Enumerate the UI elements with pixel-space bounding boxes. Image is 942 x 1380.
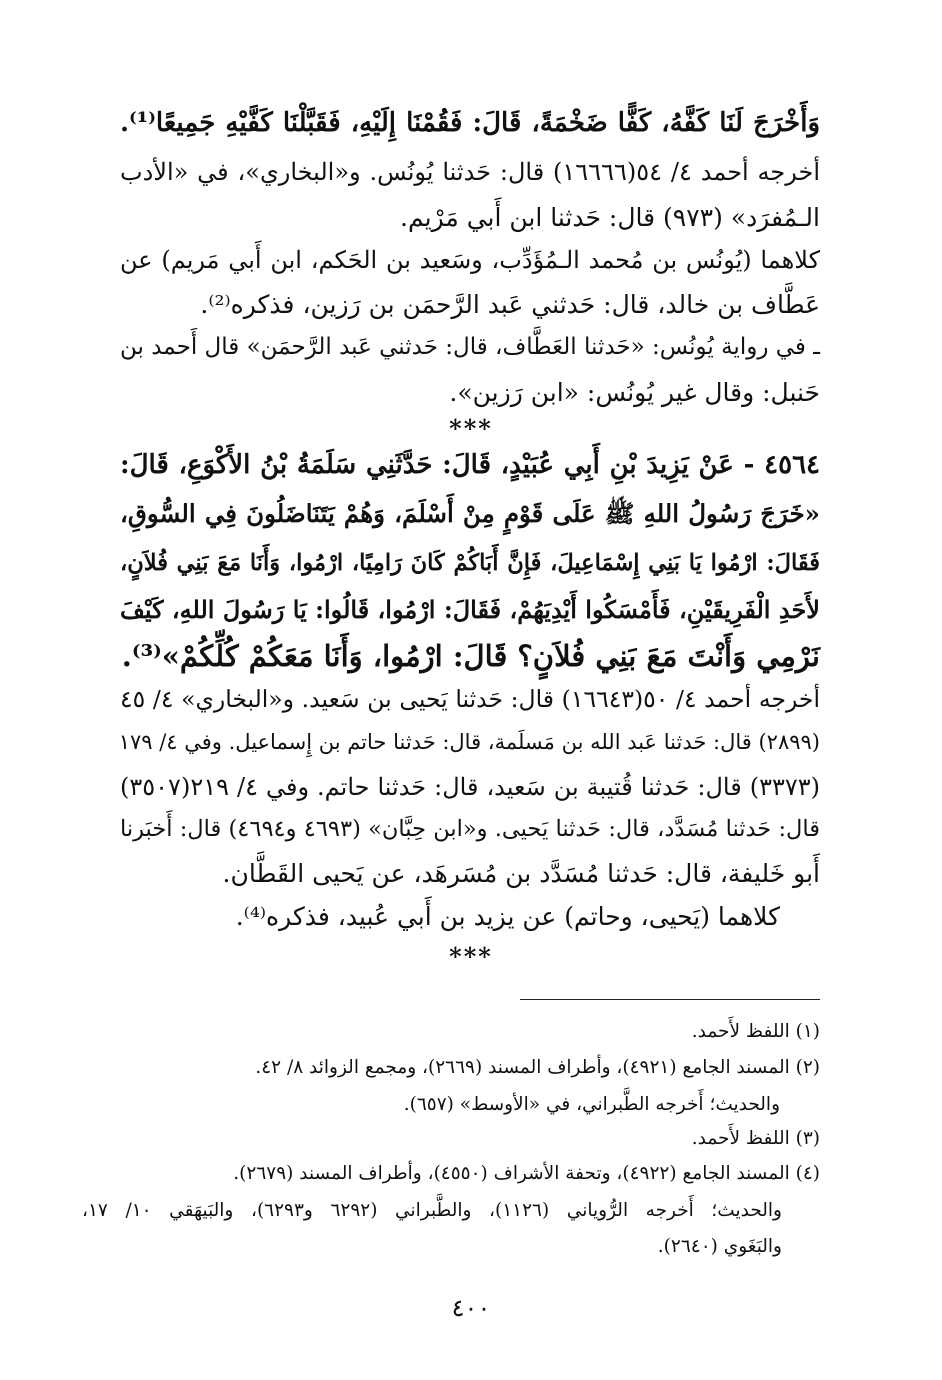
section-separator: ***: [449, 414, 493, 443]
takhrij-line: كلاهما (يَحيى، وحاتم) عن يزيد بن أَبي عُبيد، فذكره⁽⁴⁾.: [235, 902, 780, 931]
hadith-line: لأَحَدِ الْفَرِيقَيْنِ، فَأَمْسَكُوا أَيْدِيَهُمْ، فَقَالَ: ارْمُوا، قَالُوا: يَا رَسُولَ اللهِ، كَيْفَ: [120, 595, 820, 624]
body-line: أخرجه أحمد ٤/ ٥٤(١٦٦٦٦) قال: حَدثنا يُونُس. و«البخاري»، في «الأدب: [120, 158, 821, 186]
footnote: (١) اللفظ لأَحمد.: [691, 1021, 820, 1042]
footnote: (٤) المسند الجامع (٤٩٢٢)، وتحفة الأشراف (٤٥٥٠)، وأطراف المسند (٢٦٧٩).: [233, 1163, 820, 1184]
body-line: وَأَخْرَجَ لَنَا كَفَّهُ، كَفًّا ضَخْمَةً، قَالَ: فَقُمْنَا إِلَيْهِ، فَقَبَّلْنَا كَفَّيْهِ جَمِيعًا⁽¹⁾.: [120, 108, 820, 138]
body-line: ـ في رواية يُونُس: «حَدثنا العَطَّاف، قال: حَدثني عَبد الرَّحمَن» قال أَحمد بن: [120, 334, 820, 360]
hadith-line: ٤٥٦٤ - عَنْ يَزِيدَ بْنِ أَبِي عُبَيْدٍ، قَالَ: حَدَّثَنِي سَلَمَةُ بْنُ الأَكْوَعِ، قَالَ:: [120, 450, 820, 480]
footnote: والحديث؛ أَخرجه الرُّوياني (١١٢٦)، والطَّبراني (٦٢٩٢ و٦٢٩٣)، والبَيهَقي ١٠/ ١٧،: [82, 1200, 782, 1221]
takhrij-line: أخرجه أحمد ٤/ ٥٠(١٦٦٤٣) قال: حَدثنا يَحيى بن سَعيد. و«البخاري» ٤/ ٤٥: [120, 685, 820, 713]
section-separator: ***: [449, 942, 493, 971]
takhrij-line: أَبو خَليفة، قال: حَدثنا مُسَدَّد بن مُسَرهَد، عن يَحيى القَطَّان.: [222, 859, 820, 888]
takhrij-line: قال: حَدثنا مُسَدَّد، قال: حَدثنا يَحيى. و«ابن حِبَّان» (٤٦٩٣ و٤٦٩٤) قال: أَخبَرنا: [120, 816, 820, 842]
page-number: ٤٠٠: [451, 1294, 491, 1322]
body-line: كلاهما (يُونُس بن مُحمد الـمُؤَدِّب، وسَعيد بن الحَكم، ابن أَبي مَريم) عن: [120, 246, 820, 274]
body-line: عَطَّاف بن خالد، قال: حَدثني عَبد الرَّحمَن بن رَزين، فذكره⁽²⁾.: [200, 290, 820, 319]
takhrij-line: (٣٣٧٣) قال: حَدثنا قُتيبة بن سَعيد، قال: حَدثنا حاتم. وفي ٤/ ٢١٩(٣٥٠٧): [120, 773, 821, 801]
body-line: الـمُفرَد» (٩٧٣) قال: حَدثنا ابن أَبي مَرْيم.: [400, 203, 820, 232]
footnote-rule: [520, 999, 820, 1000]
body-line: حَنبل: وقال غير يُونُس: «ابن رَزين».: [449, 378, 820, 407]
takhrij-line: (٢٨٩٩) قال: حَدثنا عَبد الله بن مَسلَمة، قال: حَدثنا حاتم بن إِسماعيل. وفي ٤/ ١٧٩: [118, 730, 820, 754]
footnote: (٢) المسند الجامع (٤٩٢١)، وأطراف المسند (٢٦٦٩)، ومجمع الزوائد ٨/ ٤٢.: [255, 1057, 820, 1078]
footnote: والحديث؛ أَخرجه الطَّبراني، في «الأوسط» (٦٥٧).: [403, 1094, 780, 1115]
footnote: والبَغَوي (٢٦٤٠).: [657, 1236, 782, 1257]
hadith-line: فَقَالَ: ارْمُوا يَا بَنِي إِسْمَاعِيلَ، فَإِنَّ أَبَاكُمْ كَانَ رَامِيًا، ارْمُوا، وَأَنَا مَعَ بَنِي فُلاَنٍ،: [120, 550, 820, 576]
hadith-line: نَرْمِي وَأَنْتَ مَعَ بَنِي فُلاَنٍ؟ قَالَ: ارْمُوا، وَأَنَا مَعَكُمْ كُلِّكُمْ»⁽³⁾.: [121, 639, 820, 673]
hadith-line: «خَرَجَ رَسُولُ اللهِ ﷺ عَلَى قَوْمٍ مِنْ أَسْلَمَ، وَهُمْ يَتَنَاضَلُونَ فِي السُّوقِ،: [120, 499, 820, 528]
footnote: (٣) اللفظ لأَحمد.: [691, 1128, 820, 1149]
